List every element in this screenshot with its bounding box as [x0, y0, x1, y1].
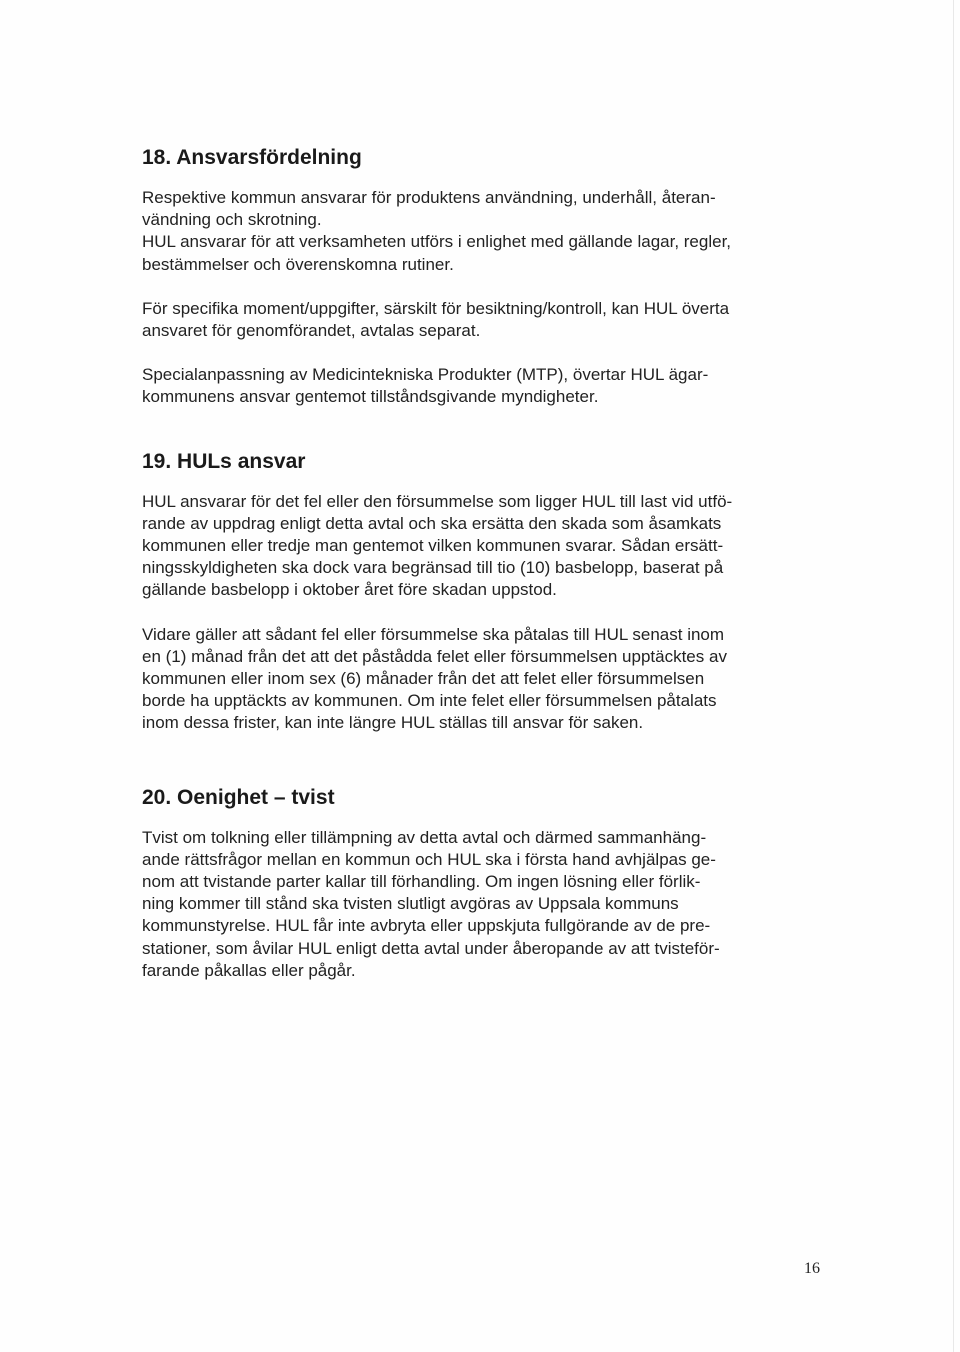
text-line: kommunen eller tredje man gentemot vilken kommunen svarar. Sådan ersätt-	[142, 536, 724, 556]
text-line: en (1) månad från det att det påstådda felet eller försummelsen upptäcktes av	[142, 646, 727, 666]
text-line: HUL ansvarar för det fel eller den försummelse som ligger HUL till last vid utfö-	[142, 491, 733, 511]
text-line: För specifika moment/uppgifter, särskilt för besiktning/kontroll, kan HUL överta	[142, 298, 730, 318]
section-heading: 19. HULs ansvar	[142, 449, 306, 473]
text-line: Specialanpassning av Medicintekniska Produkter (MTP), övertar HUL ägar-	[142, 365, 709, 385]
text-line: kommunstyrelse. HUL får inte avbryta eller uppskjuta fullgörande av de pre-	[142, 916, 711, 936]
text-line: stationer, som åvilar HUL enligt detta avtal under åberopande av att tvisteför-	[142, 938, 720, 958]
paragraph	[142, 364, 814, 408]
text-line: kommunens ansvar gentemot tillståndsgivande myndigheter.	[142, 387, 599, 407]
text-line: borde ha upptäckts av kommunen. Om inte felet eller försummelsen påtalats	[142, 691, 717, 711]
paragraph	[142, 624, 814, 735]
text-line: nom att tvistande parter kallar till förhandling. Om ingen lösning eller förlik-	[142, 872, 701, 892]
document-body	[142, 143, 814, 982]
text-line: vändning och skrotning.	[142, 210, 322, 230]
page-number: 16	[804, 1260, 820, 1277]
section-heading: 20. Oenighet – tvist	[142, 785, 335, 809]
text-line: inom dessa frister, kan inte längre HUL ställas till ansvar för saken.	[142, 713, 644, 733]
section-19	[142, 447, 814, 735]
text-line: ning kommer till stånd ska tvisten slutligt avgöras av Uppsala kommuns	[142, 894, 679, 914]
text-line: bestämmelser och överenskomna rutiner.	[142, 254, 454, 274]
page-edge	[953, 0, 954, 1352]
text-line: Tvist om tolkning eller tillämpning av detta avtal och därmed sammanhäng-	[142, 827, 707, 847]
section-20	[142, 783, 814, 982]
paragraph	[142, 491, 814, 602]
text-line: ande rättsfrågor mellan en kommun och HUL ska i första hand avhjälpas ge-	[142, 849, 716, 869]
section-heading: 18. Ansvarsfördelning	[142, 146, 362, 169]
text-line: ansvaret för genomförandet, avtalas separat.	[142, 321, 481, 341]
section-18	[142, 143, 814, 409]
text-line: ningsskyldigheten ska dock vara begränsad till tio (10) basbelopp, baserat på	[142, 558, 724, 578]
text-line: gällande basbelopp i oktober året före skadan uppstod.	[142, 580, 557, 600]
text-line: farande påkallas eller pågår.	[142, 960, 356, 980]
text-line: rande av uppdrag enligt detta avtal och ska ersätta den skada som åsamkats	[142, 513, 722, 533]
paragraph	[142, 827, 814, 982]
text-line: Vidare gäller att sådant fel eller försummelse ska påtalas till HUL senast inom	[142, 624, 725, 644]
text-line: kommunen eller inom sex (6) månader från det att felet eller försummelsen	[142, 669, 705, 689]
paragraph	[142, 298, 814, 342]
paragraph	[142, 187, 814, 276]
text-line: Respektive kommun ansvarar för produktens användning, underhåll, återan-	[142, 188, 716, 207]
text-line: HUL ansvarar för att verksamheten utförs i enlighet med gällande lagar, regler,	[142, 232, 732, 252]
